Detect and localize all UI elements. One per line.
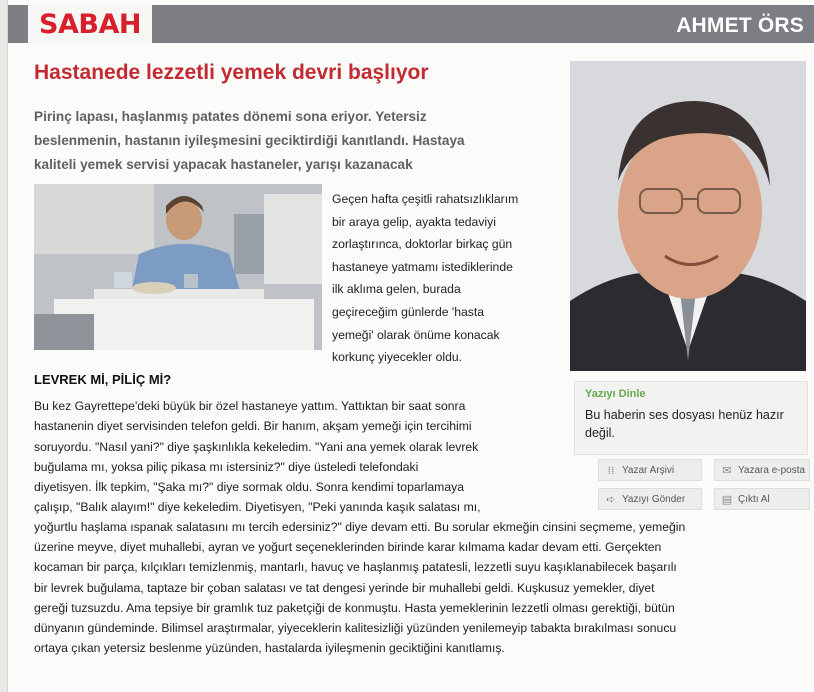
email-author-button[interactable] (714, 459, 810, 481)
body-line: yoğurtlu haşlama ıspanak salatasını mı tercih edersiniz?" diye devam etti. Bu sorular ekmeğin cinsini seçmeme, yemeğin (34, 520, 686, 534)
grid-icon: ⁞⁞ (607, 463, 615, 477)
body-line: çalışıp, "Balık alayım!" diye kekeledim. Diyetisyen, "Peki yanında kaşık salatası mı, (34, 500, 481, 515)
patient-photo-illustration (34, 184, 322, 350)
article-body-narrow (34, 396, 574, 518)
author-portrait-illustration (570, 61, 806, 371)
intro-line: geçireceğim günlerde 'hasta (332, 304, 485, 319)
page-left-border (0, 0, 8, 692)
body-line: bir levrek buğulama, taptaze bir çoban salatası ve tat dengesi yerinde bir muhallebi geldi. Kuşkusuz yemekler, diyet (34, 580, 655, 595)
intro-line: yemeği' olarak önüme konacak (332, 327, 500, 342)
body-line: soruyordu. "Nasıl yani?" diye şaşkınlıkla kekeledim. "Yani ana yemek olarak levrek (34, 439, 479, 454)
body-line: ortaya çıkan yetersiz beslenme yüzünden, hastalarda iyileşmenin geciktiğini kanıtlamış. (34, 641, 505, 656)
body-line: dünyanın gündeminde. Bilimsel araştırmalar, yiyeceklerin kalitesizliği yüzünden yenilemeyip tabakta bırakılması sonucu (34, 621, 677, 636)
logo-text: SABAH (39, 8, 141, 40)
intro-line: zorlaştırınca, doktorlar birkaç gün (332, 237, 513, 252)
body-line: diyetisyen. İlk tepkim, "Şaka mı?" diye sormak oldu. Sonra kendimi toparlamaya (34, 480, 464, 495)
listen-status-text: Bu haberin ses dosyası henüz hazır değil. (585, 408, 784, 440)
send-article-label: Yazıyı Gönder (622, 493, 686, 505)
sabah-logo[interactable] (28, 5, 152, 43)
section-title: LEVREK Mİ, PİLİÇ Mİ? (34, 372, 172, 387)
author-archive-label: Yazar Arşivi (622, 464, 675, 476)
body-line: gereği tuzsuzdu. Ama tepsiye bir gramlık tuz paketçiği de konmuştu. Hasta yemeklerinin lezzetli olması gerektiği, bütün (34, 600, 675, 615)
print-button[interactable] (714, 488, 810, 510)
article-body-wide (34, 517, 804, 658)
body-line: kocaman bir parça, kılçıkları temizlenmiş, mantarlı, havuç ve haşlanmış patatesli, lezzetli suyu kaşıklanabilecek başarılı (34, 560, 677, 575)
body-line: üzerine meyve, diyet muhallebi, ayran ve yoğurt seçeneklerinden birinde karar kılmama kadar devam etti. Gerçekten (34, 540, 662, 555)
envelope-icon: ✉ (722, 463, 732, 477)
listen-title[interactable]: Yazıyı Dinle (585, 388, 646, 400)
article-subhead (34, 105, 554, 177)
print-label: Çıktı Al (738, 493, 770, 505)
intro-line: Geçen hafta çeşitli rahatsızlıklarım (332, 192, 519, 206)
print-icon: ▤ (721, 492, 733, 506)
author-name: AHMET ÖRS (676, 14, 804, 37)
subhead-line: beslenmenin, hastanın iyileşmesini geciktirdiği kanıtlandı. Hastaya (34, 133, 465, 148)
page-header (8, 5, 814, 43)
author-archive-button[interactable] (598, 459, 702, 481)
intro-line: hastaneye yatmamı istediklerinde (332, 259, 513, 274)
send-icon: ➪ (606, 492, 616, 506)
subhead-line: Pirinç lapası, haşlanmış patates dönemi sona eriyor. Yetersiz (34, 109, 427, 124)
intro-line: bir araya gelip, ayakta tedaviyi (332, 214, 496, 229)
article-intro (332, 188, 562, 369)
intro-line: ilk aklıma gelen, burada (332, 282, 461, 297)
email-author-label: Yazara e-posta (738, 464, 806, 476)
body-line: buğulama mı, yoksa piliç pikasa mı istersiniz?" diye üsteledi telefondaki (34, 459, 419, 474)
intro-line: korkunç yiyecekler oldu. (332, 350, 463, 365)
body-line: Bu kez Gayrettepe'deki büyük bir özel hastaneye yattım. Yattıktan bir saat sonra (34, 399, 466, 413)
body-line: hastanenin diyet servisinden telefon geldi. Bir hanım, akşam yemeği için tercihimi (34, 419, 472, 434)
listen-panel (574, 381, 808, 455)
article-headline: Hastanede lezzetli yemek devri başlıyor (34, 61, 429, 84)
subhead-line: kaliteli yemek servisi yapacak hastaneler, yarışı kazanacak (34, 157, 413, 172)
hospital-patient-photo (34, 184, 322, 350)
send-article-button[interactable] (598, 488, 702, 510)
author-photo (570, 61, 806, 371)
